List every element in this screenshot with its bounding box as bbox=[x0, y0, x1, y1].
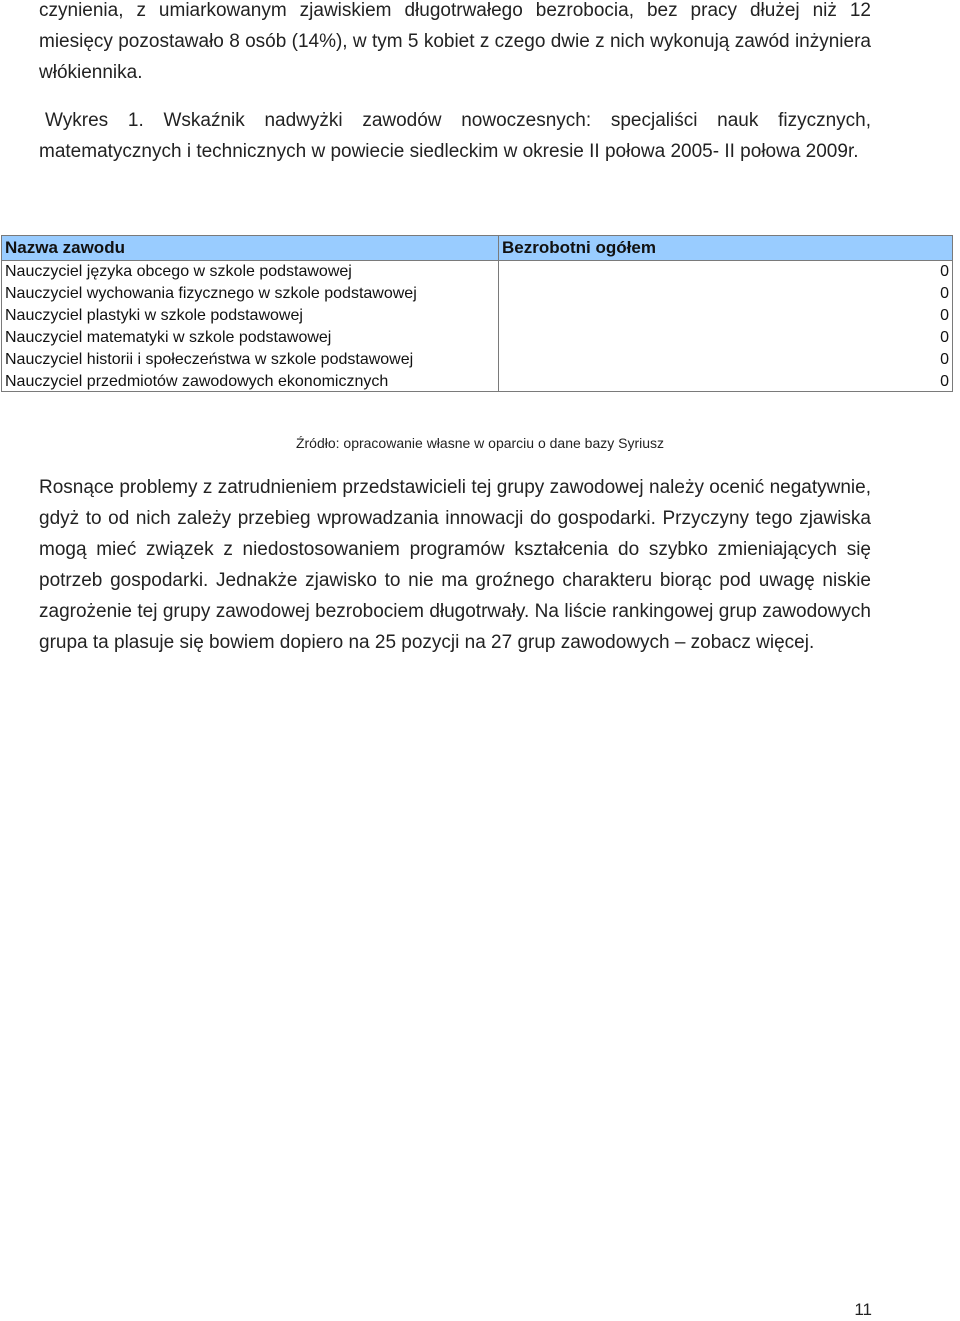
table-cell-value: 0 bbox=[940, 351, 949, 368]
header-occupation-name: Nazwa zawodu bbox=[2, 236, 499, 260]
table-cell-name: Nauczyciel plastyki w szkole podstawowej bbox=[5, 307, 303, 324]
caption-text: Wskaźnik nadwyżki zawodów nowoczesnych: specjaliści nauk fizycznych, matematycznych i technicznych w powiecie siedleckim w okresie II połowa 2005- II połowa 2009r. bbox=[39, 110, 871, 162]
page-number: 11 bbox=[854, 1300, 872, 1319]
source-note: Źródło: opracowanie własne w oparciu o dane bazy Syriusz bbox=[295, 435, 665, 451]
table-cell-value: 0 bbox=[940, 263, 949, 280]
caption-label: Wykres 1. bbox=[45, 110, 144, 131]
table-body bbox=[2, 261, 952, 391]
table-cell-value: 0 bbox=[940, 285, 949, 302]
chart-caption bbox=[39, 105, 871, 167]
table-cell-name: Nauczyciel wychowania fizycznego w szkole podstawowej bbox=[5, 285, 417, 302]
table-cell-name: Nauczyciel historii i społeczeństwa w szkole podstawowej bbox=[5, 351, 414, 368]
table-cell-value: 0 bbox=[940, 329, 949, 346]
occupation-table bbox=[1, 235, 953, 392]
body-paragraph: Rosnące problemy z zatrudnieniem przedstawicieli tej grupy zawodowej należy ocenić negatywnie, gdyż to od nich zależy przebieg wprowadzania innowacji do gospodarki. Przyczyny tego zjawiska mogą mieć związek z niedostosowaniem programów kształcenia do szybko zmieniających się potrzeb gospodarki. Jednakże zjawisko to nie ma groźnego charakteru biorąc pod uwagę niskie zagrożenie tej grupy zawodowej bezrobociem długotrwały. Na liście rankingowej grup zawodowych grupa ta plasuje się bowiem dopiero na 25 pozycji na 27 grup zawodowych – zobacz więcej. bbox=[39, 477, 871, 653]
header-unemployed-total: Bezrobotni ogółem bbox=[502, 238, 656, 257]
table-header bbox=[2, 236, 952, 261]
table-cell-value: 0 bbox=[940, 373, 949, 390]
unemployed-total-column bbox=[499, 261, 952, 391]
occupation-name-column bbox=[2, 261, 499, 391]
intro-paragraph: czynienia, z umiarkowanym zjawiskiem długotrwałego bezrobocia, bez pracy dłużej niż 12 miesięcy pozostawało 8 osób (14%), w tym 5 kobiet z czego dwie z nich wykonują zawód inżyniera włókiennika. bbox=[39, 0, 871, 83]
table-cell-name: Nauczyciel matematyki w szkole podstawowej bbox=[5, 329, 332, 346]
table-cell-name: Nauczyciel przedmiotów zawodowych ekonomicznych bbox=[5, 373, 389, 390]
table-cell-name: Nauczyciel języka obcego w szkole podstawowej bbox=[5, 263, 352, 280]
table-cell-value: 0 bbox=[940, 307, 949, 324]
